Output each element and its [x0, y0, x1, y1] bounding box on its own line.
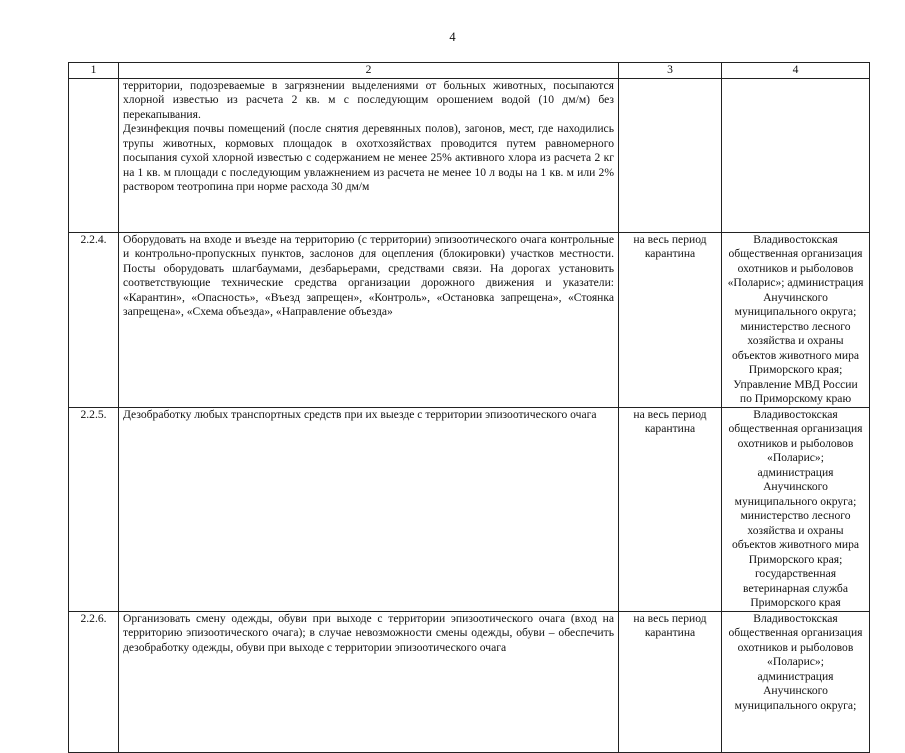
table-row: [69, 78, 870, 232]
row-number: 2.2.6.: [69, 611, 119, 752]
term-cell: на весь период карантина: [619, 232, 722, 407]
measure-text: [119, 407, 619, 611]
responsible-cell: [722, 78, 870, 232]
responsible-cell: [722, 611, 870, 752]
table-row: [69, 232, 870, 407]
measure-text: [119, 611, 619, 752]
header-col-1: 1: [69, 63, 119, 79]
responsible-cell: [722, 407, 870, 611]
term-cell: на весь период карантина: [619, 407, 722, 611]
responsible-text: Владивостокская общественная организация охотников и рыболовов «Поларис»;: [728, 407, 863, 464]
measure-paragraph: Дезинфекция почвы помещений (после снятия деревянных полов), загонов, мест, где находились трупы животных, кормовых площадок в охотхозяйствах проводится путем равномерного посыпания сухой хлорной известью с содержанием не менее 25% активного хлора из расчета 2 кг на 1 кв. м площади с последующим увлажнением из расчета не менее 10 л воды на 1 кв. м или 2% раствором теотропина при норме расхода 30 дм/м: [123, 122, 614, 193]
responsible-text: администрация Анучинского муниципального округа;: [734, 465, 857, 508]
measure-text: [119, 232, 619, 407]
table-header-row: [69, 63, 870, 79]
page-number: 4: [449, 30, 456, 44]
row-number: 2.2.5.: [69, 407, 119, 611]
header-col-3: 3: [619, 63, 722, 79]
responsible-text: Владивостокская общественная организация охотников и рыболовов «Поларис»;: [728, 611, 863, 668]
measures-table: [68, 62, 870, 753]
responsible-cell: [722, 232, 870, 407]
measure-paragraph: Организовать смену одежды, обуви при выходе с территории эпизоотического очага (вход на территорию эпизоотического очага); в случае невозможности смены одежды, обуви – обеспечить дезобработку одежды, обуви при выходе с территории эпизоотического очага: [123, 611, 614, 654]
row-number: [69, 78, 119, 232]
responsible-text: Владивостокская общественная организация охотников и рыболовов «Поларис»; администрация Анучинского муниципального округа; министерство лесного хозяйства и охраны объектов животного мира Приморского края; Управление МВД России по Приморскому краю: [727, 232, 864, 405]
responsible-text: администрация Анучинского муниципального округа;: [734, 669, 857, 712]
row-number: 2.2.4.: [69, 232, 119, 407]
measure-paragraph: территории, подозреваемые в загрязнении выделениями от больных животных, посыпаются хлорной известью из расчета 2 кв. м с последующим орошением водой (10 дм/м) без перекапывания.: [123, 78, 614, 121]
measure-paragraph: Дезобработку любых транспортных средств при их выезде с территории эпизоотического очага: [123, 407, 597, 421]
table-row: [69, 407, 870, 611]
header-col-2: 2: [119, 63, 619, 79]
table-row: [69, 611, 870, 752]
term-cell: [619, 78, 722, 232]
measure-text: [119, 78, 619, 232]
term-cell: на весь период карантина: [619, 611, 722, 752]
responsible-text: министерство лесного хозяйства и охраны объектов животного мира Приморского края; государственная ветеринарная служба Приморского края: [731, 509, 860, 609]
measure-paragraph: Оборудовать на входе и въезде на территорию (с территории) эпизоотического очага контрольные и контрольно-пропускных пунктов, заслонов для оцепления (блокировки) участков местности. Посты оборудовать шлагбаумами, дезбарьерами, средствами связи. На дорогах установить соответствующие технические средства организации дорожного движения и указатели: «Карантин», «Опасность», «Въезд запрещен», «Контроль», «Остановка запрещена», «Стоянка запрещена», «Схема объезда», «Направление объезда»: [123, 232, 614, 318]
header-col-4: 4: [722, 63, 870, 79]
